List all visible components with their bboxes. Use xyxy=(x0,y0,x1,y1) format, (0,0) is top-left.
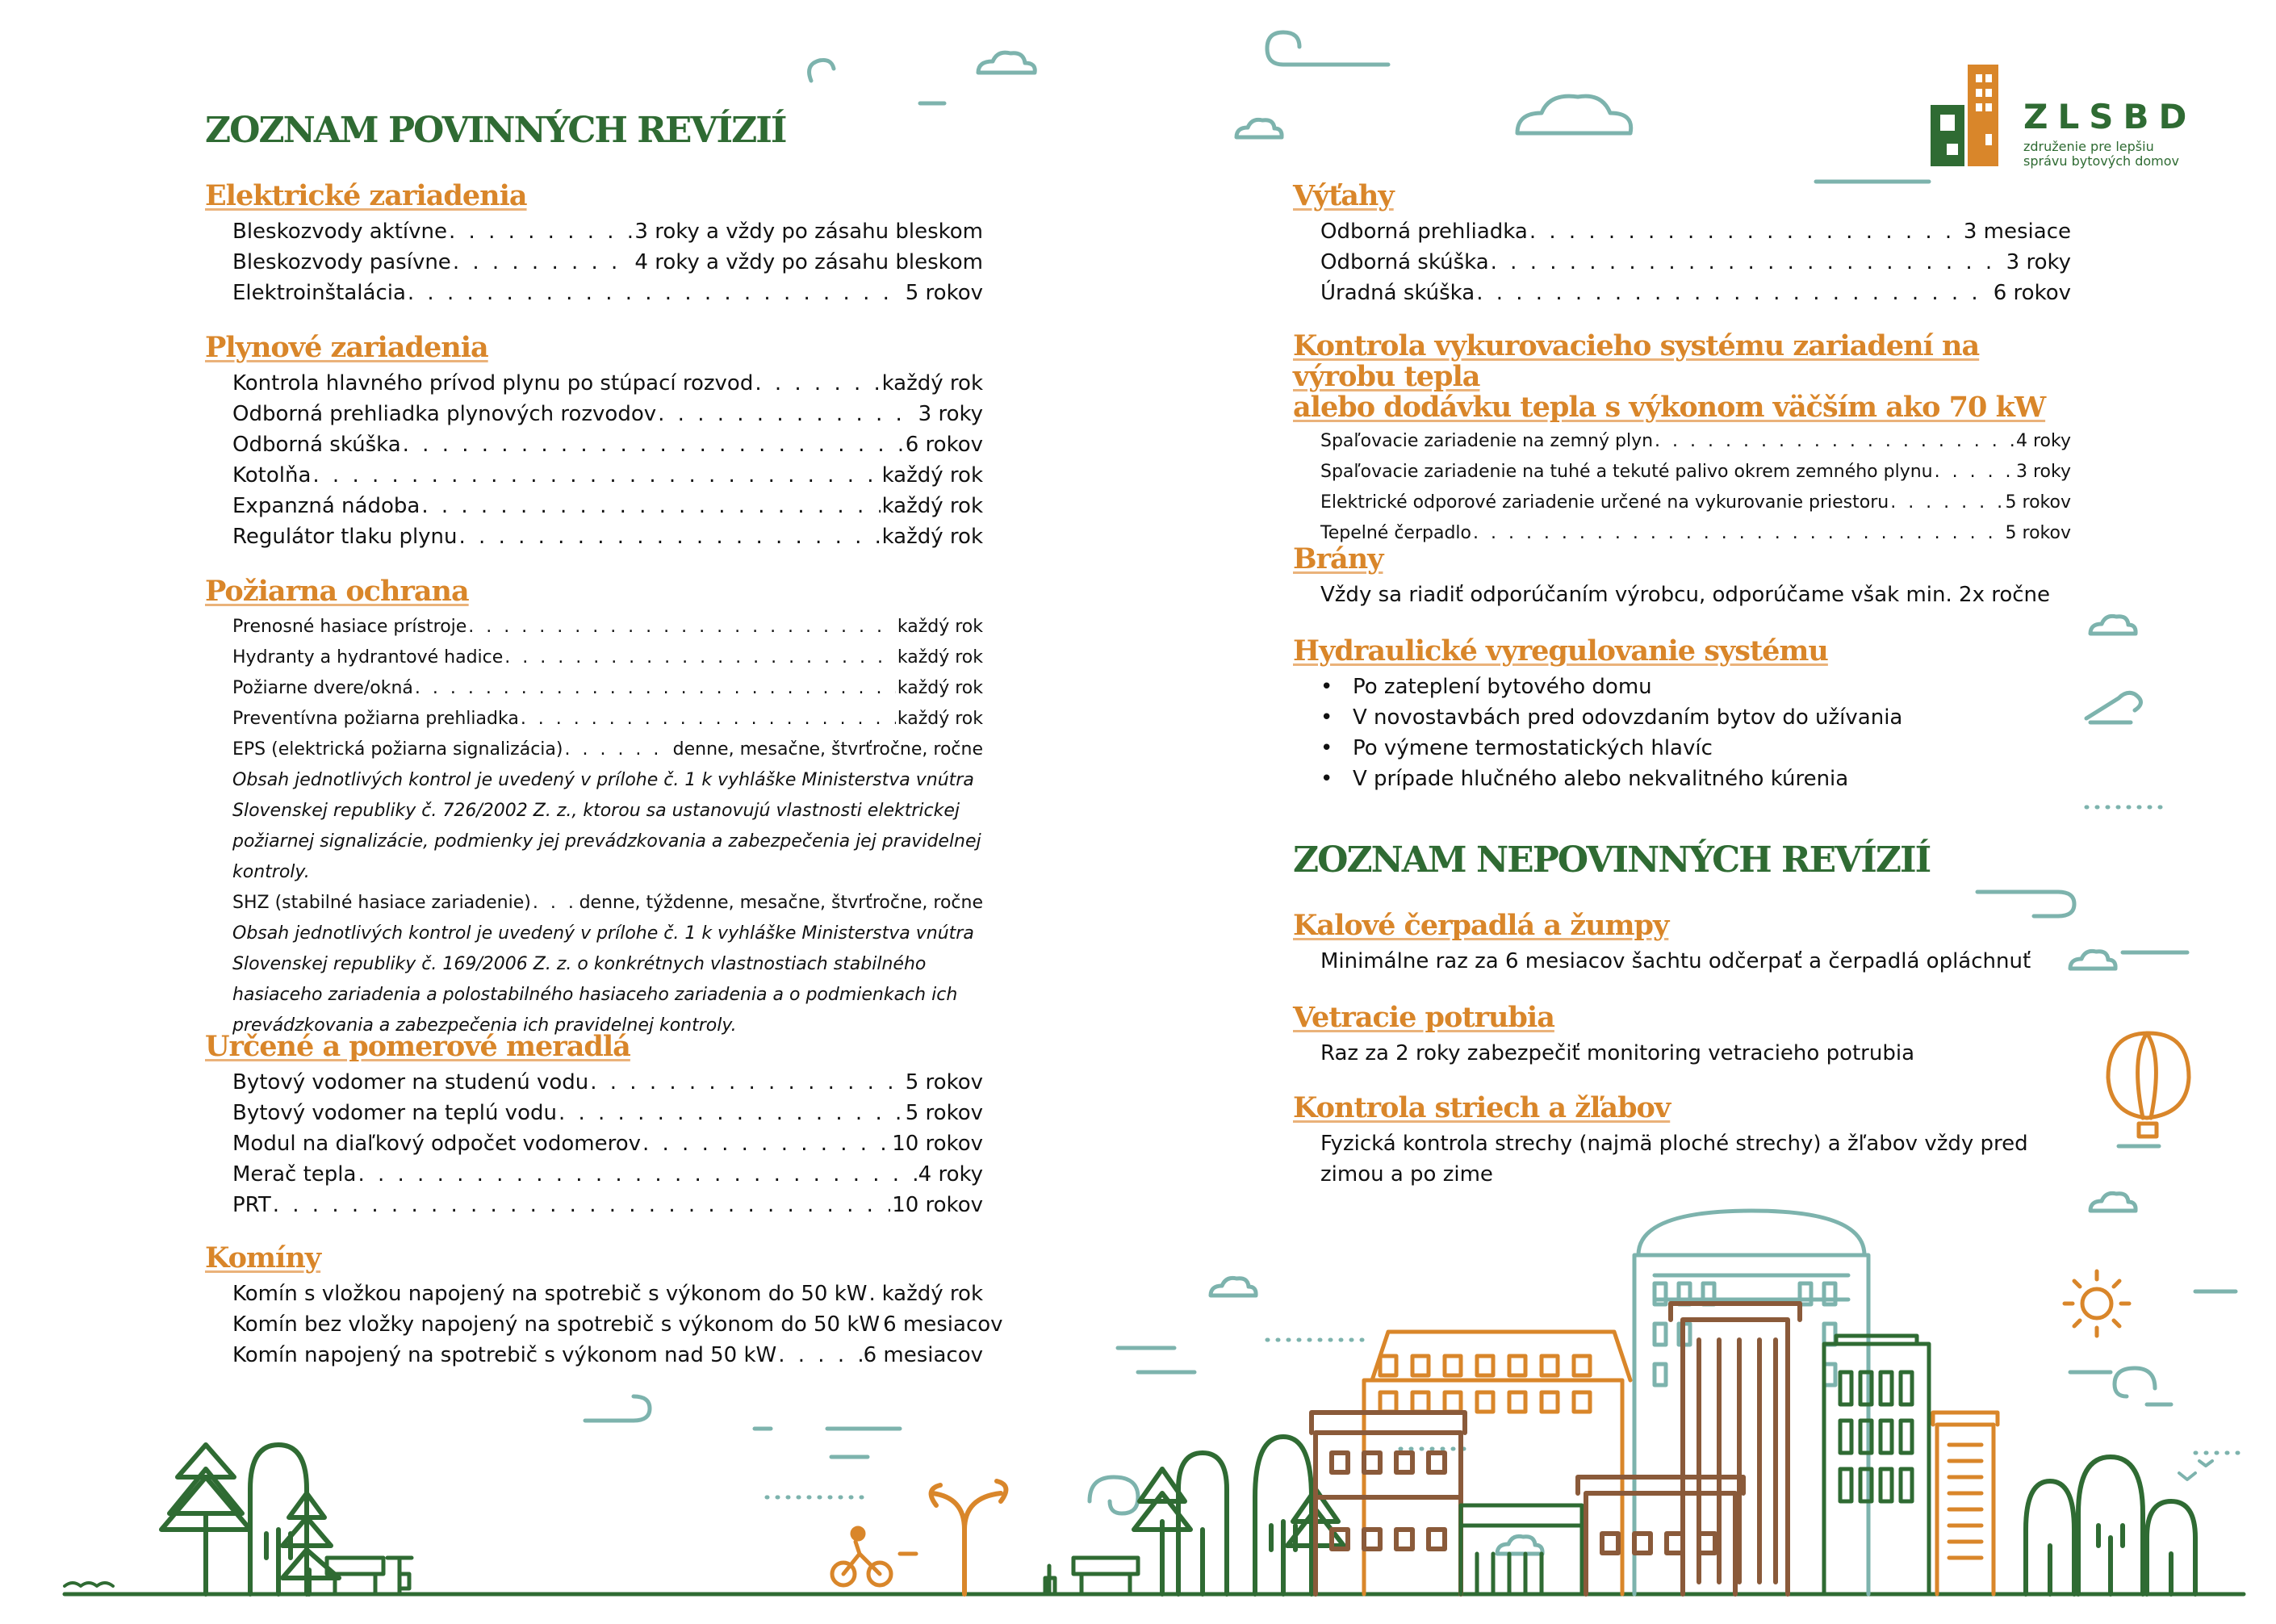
section-gates xyxy=(1293,542,2071,610)
section-title: Kontrola vykurovacieho systému zariadení na výrobu tepla alebo dodávku tepla s výkonom väčším ako 70 kW xyxy=(1293,329,2046,424)
page-title-mandatory: ZOZNAM POVINNÝCH REVÍZIÍ xyxy=(205,110,786,151)
list-item: PRT . . . 10 rokov xyxy=(232,1190,983,1220)
section-lifts xyxy=(1293,179,2071,308)
section-title: Komíny xyxy=(205,1241,321,1275)
list-item: Spaľovacie zariadenie na zemný plyn . . . 4 roky xyxy=(1320,426,2071,457)
section-title: Plynové zariadenia xyxy=(205,331,488,364)
section-title: Hydraulické vyregulovanie systému xyxy=(1293,634,1828,668)
sludge-text: Minimálne raz za 6 mesiacov šachtu odčerpať a čerpadlá opláchnuť xyxy=(1320,949,2031,973)
section-electric xyxy=(205,179,983,308)
list-item: Merač tepla . . . 4 roky xyxy=(232,1159,983,1190)
section-chimneys xyxy=(205,1241,1003,1371)
list-item: Preventívna požiarna prehliadka . . . každý rok xyxy=(232,704,983,735)
list-item: SHZ (stabilné hasiace zariadenie) . . . denne, týždenne, mesačne, štvrťročne, ročne xyxy=(232,888,983,919)
list-item: EPS (elektrická požiarna signalizácia) . . . denne, mesačne, štvrťročne, ročne xyxy=(232,735,983,765)
list-item: Modul na diaľkový odpočet vodomerov . . . 10 rokov xyxy=(232,1128,983,1159)
list-item: Odborná skúška . . . 6 rokov xyxy=(232,429,983,460)
eps-note: Obsah jednotlivých kontrol je uvedený v prílohe č. 1 k vyhláške Ministerstva vnútra Slovenskej republiky č. 726/2002 Z. z., ktorou sa ustanovujú vlastnosti elektrickej požiarnej signalizácie, podmienky jej prevádzkovania a zabezpečenia jej pravidelnej kontroly. xyxy=(232,770,981,882)
list-item: Expanzná nádoba . . . každý rok xyxy=(232,491,983,521)
list-item: Kontrola hlavného prívod plynu po stúpací rozvod . . . každý rok xyxy=(232,368,983,399)
list-item: Bytový vodomer na teplú vodu . . . 5 rokov xyxy=(232,1098,983,1128)
list-item: Úradná skúška . . . 6 rokov xyxy=(1320,278,2071,308)
section-hydraulic xyxy=(1293,634,2071,794)
shz-note: Obsah jednotlivých kontrol je uvedený v prílohe č. 1 k vyhláške Ministerstva vnútra Slovenskej republiky č. 169/2006 Z. z. o konkrétnych vlastnostiach stabilného hasiaceho zariadenia a polostabilného hasiaceho zariadenia a o podmienkach ich prevádzkovania a zabezpečenia ich pravidelnej kontroly. xyxy=(232,923,974,1036)
list-item: Bytový vodomer na studenú vodu . . . 5 rokov xyxy=(232,1067,983,1098)
section-title: Určené a pomerové meradlá xyxy=(205,1030,630,1063)
section-title: Kontrola striech a žľabov xyxy=(1293,1091,1671,1124)
vent-text: Raz za 2 roky zabezpečiť monitoring vetracieho potrubia xyxy=(1320,1041,1914,1065)
list-item: Odborná skúška . . . 3 roky xyxy=(1320,247,2071,278)
list-item: Komín s vložkou napojený na spotrebič s výkonom do 50 kW . . . každý rok xyxy=(232,1279,983,1309)
section-roofs xyxy=(1293,1091,2071,1190)
list-item: • Po zateplení bytového domu xyxy=(1320,672,2071,702)
logo-tagline-1: združenie pre lepšiu xyxy=(2023,139,2154,154)
logo-tagline-2: správu bytových domov xyxy=(2023,153,2180,169)
section-fire xyxy=(205,575,983,1041)
section-title: Výťahy xyxy=(1293,179,1394,212)
logo-name: ZLSBD xyxy=(2023,97,2197,136)
list-item: Hydranty a hydrantové hadice . . . každý rok xyxy=(232,642,983,673)
section-title: Vetracie potrubia xyxy=(1293,1001,1554,1034)
section-gas xyxy=(205,331,983,552)
list-item: Komín napojený na spotrebič s výkonom nad 50 kW . . . 6 mesiacov xyxy=(232,1340,983,1371)
roofs-text-2: zimou a po zime xyxy=(1320,1162,1493,1187)
list-item: Bleskozvody aktívne . . . 3 roky a vždy po zásahu bleskom xyxy=(232,216,983,247)
list-item: Regulátor tlaku plynu . . . každý rok xyxy=(232,521,983,552)
list-item: Elektrické odporové zariadenie určené na vykurovanie priestoru . . . 5 rokov xyxy=(1320,488,2071,518)
section-title: Elektrické zariadenia xyxy=(205,179,527,212)
list-item: Odborná prehliadka plynových rozvodov . . . 3 roky xyxy=(232,399,983,429)
list-item: Požiarne dvere/okná . . . každý rok xyxy=(232,673,983,704)
list-item: • V novostavbách pred odovzdaním bytov do užívania xyxy=(1320,702,2071,733)
section-heating xyxy=(1293,331,2071,549)
list-item: Spaľovacie zariadenie na tuhé a tekuté palivo okrem zemného plynu . . . 3 roky xyxy=(1320,457,2071,488)
list-item: Bleskozvody pasívne . . . 4 roky a vždy po zásahu bleskom xyxy=(232,247,983,278)
roofs-text-1: Fyzická kontrola strechy (najmä ploché strechy) a žľabov vždy pred xyxy=(1320,1132,2028,1156)
section-title: Kalové čerpadlá a žumpy xyxy=(1293,909,1669,942)
page-title-optional: ZOZNAM NEPOVINNÝCH REVÍZIÍ xyxy=(1293,839,1931,881)
list-item: Odborná prehliadka . . . 3 mesiace xyxy=(1320,216,2071,247)
list-item: • V prípade hlučného alebo nekvalitného kúrenia xyxy=(1320,764,2071,794)
section-sludge xyxy=(1293,909,2071,977)
list-item: Tepelné čerpadlo . . . 5 rokov xyxy=(1320,518,2071,549)
section-title: Brány xyxy=(1293,542,1383,576)
list-item: Kotolňa . . . každý rok xyxy=(232,460,983,491)
section-meters xyxy=(205,1030,983,1220)
section-vent xyxy=(1293,1001,2071,1069)
list-item: • Po výmene termostatických hlavíc xyxy=(1320,733,2071,764)
gates-text: Vždy sa riadiť odporúčaním výrobcu, odporúčame však min. 2x ročne xyxy=(1320,583,2051,607)
list-item: Komín bez vložky napojený na spotrebič s výkonom do 50 kW 6 mesiacov xyxy=(232,1312,1003,1337)
list-item: Elektroinštalácia . . . 5 rokov xyxy=(232,278,983,308)
list-item: Prenosné hasiace prístroje . . . každý rok xyxy=(232,612,983,642)
zlsbd-logo-mark xyxy=(1929,63,2018,168)
section-title: Požiarna ochrana xyxy=(205,575,469,608)
